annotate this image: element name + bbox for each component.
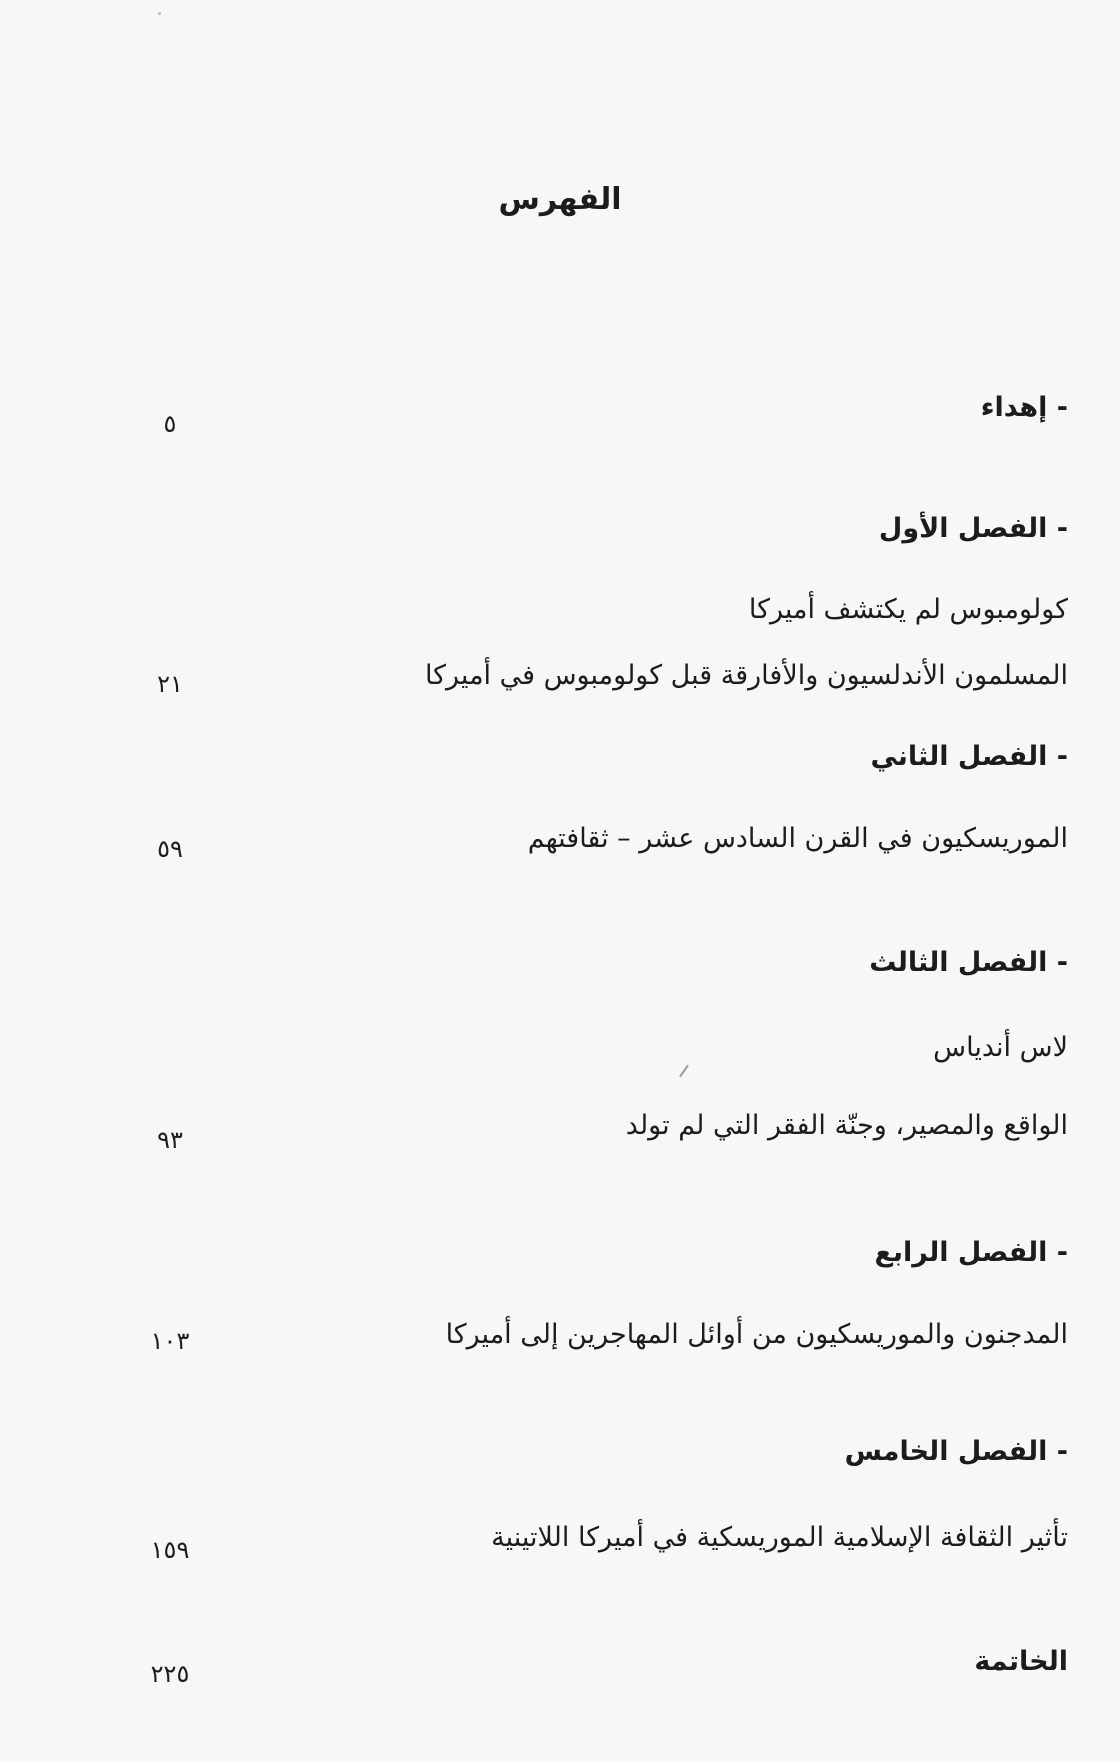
- paper-speck: [158, 12, 161, 15]
- chapter-3-heading: - الفصل الثالث: [869, 947, 1068, 978]
- dedication-page-number: ٥: [163, 410, 177, 438]
- conclusion-label: الخاتمة: [974, 1646, 1068, 1677]
- conclusion-page-number: ٢٢٥: [150, 1660, 190, 1688]
- chapter-2-page-number: ٥٩: [157, 835, 183, 863]
- chapter-5-page-number: ١٥٩: [150, 1536, 190, 1564]
- chapter-4-heading: - الفصل الرابع: [874, 1237, 1068, 1268]
- paper-mark: [679, 1065, 689, 1078]
- chapter-5-heading: - الفصل الخامس: [844, 1436, 1068, 1467]
- chapter-1-heading: - الفصل الأول: [878, 513, 1068, 544]
- chapter-1-line-2: المسلمون الأندلسيون والأفارقة قبل كولومبوس في أميركا: [424, 660, 1068, 691]
- chapter-3-line-2: الواقع والمصير، وجنّة الفقر التي لم تولد: [625, 1110, 1068, 1141]
- chapter-4-line-1: المدجنون والموريسكيون من أوائل المهاجرين إلى أميركا: [445, 1319, 1068, 1350]
- chapter-1-page-number: ٢١: [157, 670, 183, 698]
- chapter-1-line-1: كولومبوس لم يكتشف أميركا: [748, 594, 1068, 625]
- dedication-label: - إهداء: [980, 392, 1068, 423]
- cropped-text-fragment: [180, 1748, 250, 1762]
- chapter-3-line-1: لاس أندياس: [933, 1032, 1068, 1063]
- chapter-2-line-1: الموريسكيون في القرن السادس عشر – ثقافتهم: [527, 823, 1068, 854]
- chapter-5-line-1: تأثير الثقافة الإسلامية الموريسكية في أميركا اللاتينية: [491, 1522, 1068, 1553]
- chapter-3-page-number: ٩٣: [157, 1126, 183, 1154]
- chapter-2-heading: - الفصل الثاني: [870, 741, 1068, 772]
- chapter-4-page-number: ١٠٣: [150, 1327, 190, 1355]
- page-title: الفهرس: [498, 182, 622, 217]
